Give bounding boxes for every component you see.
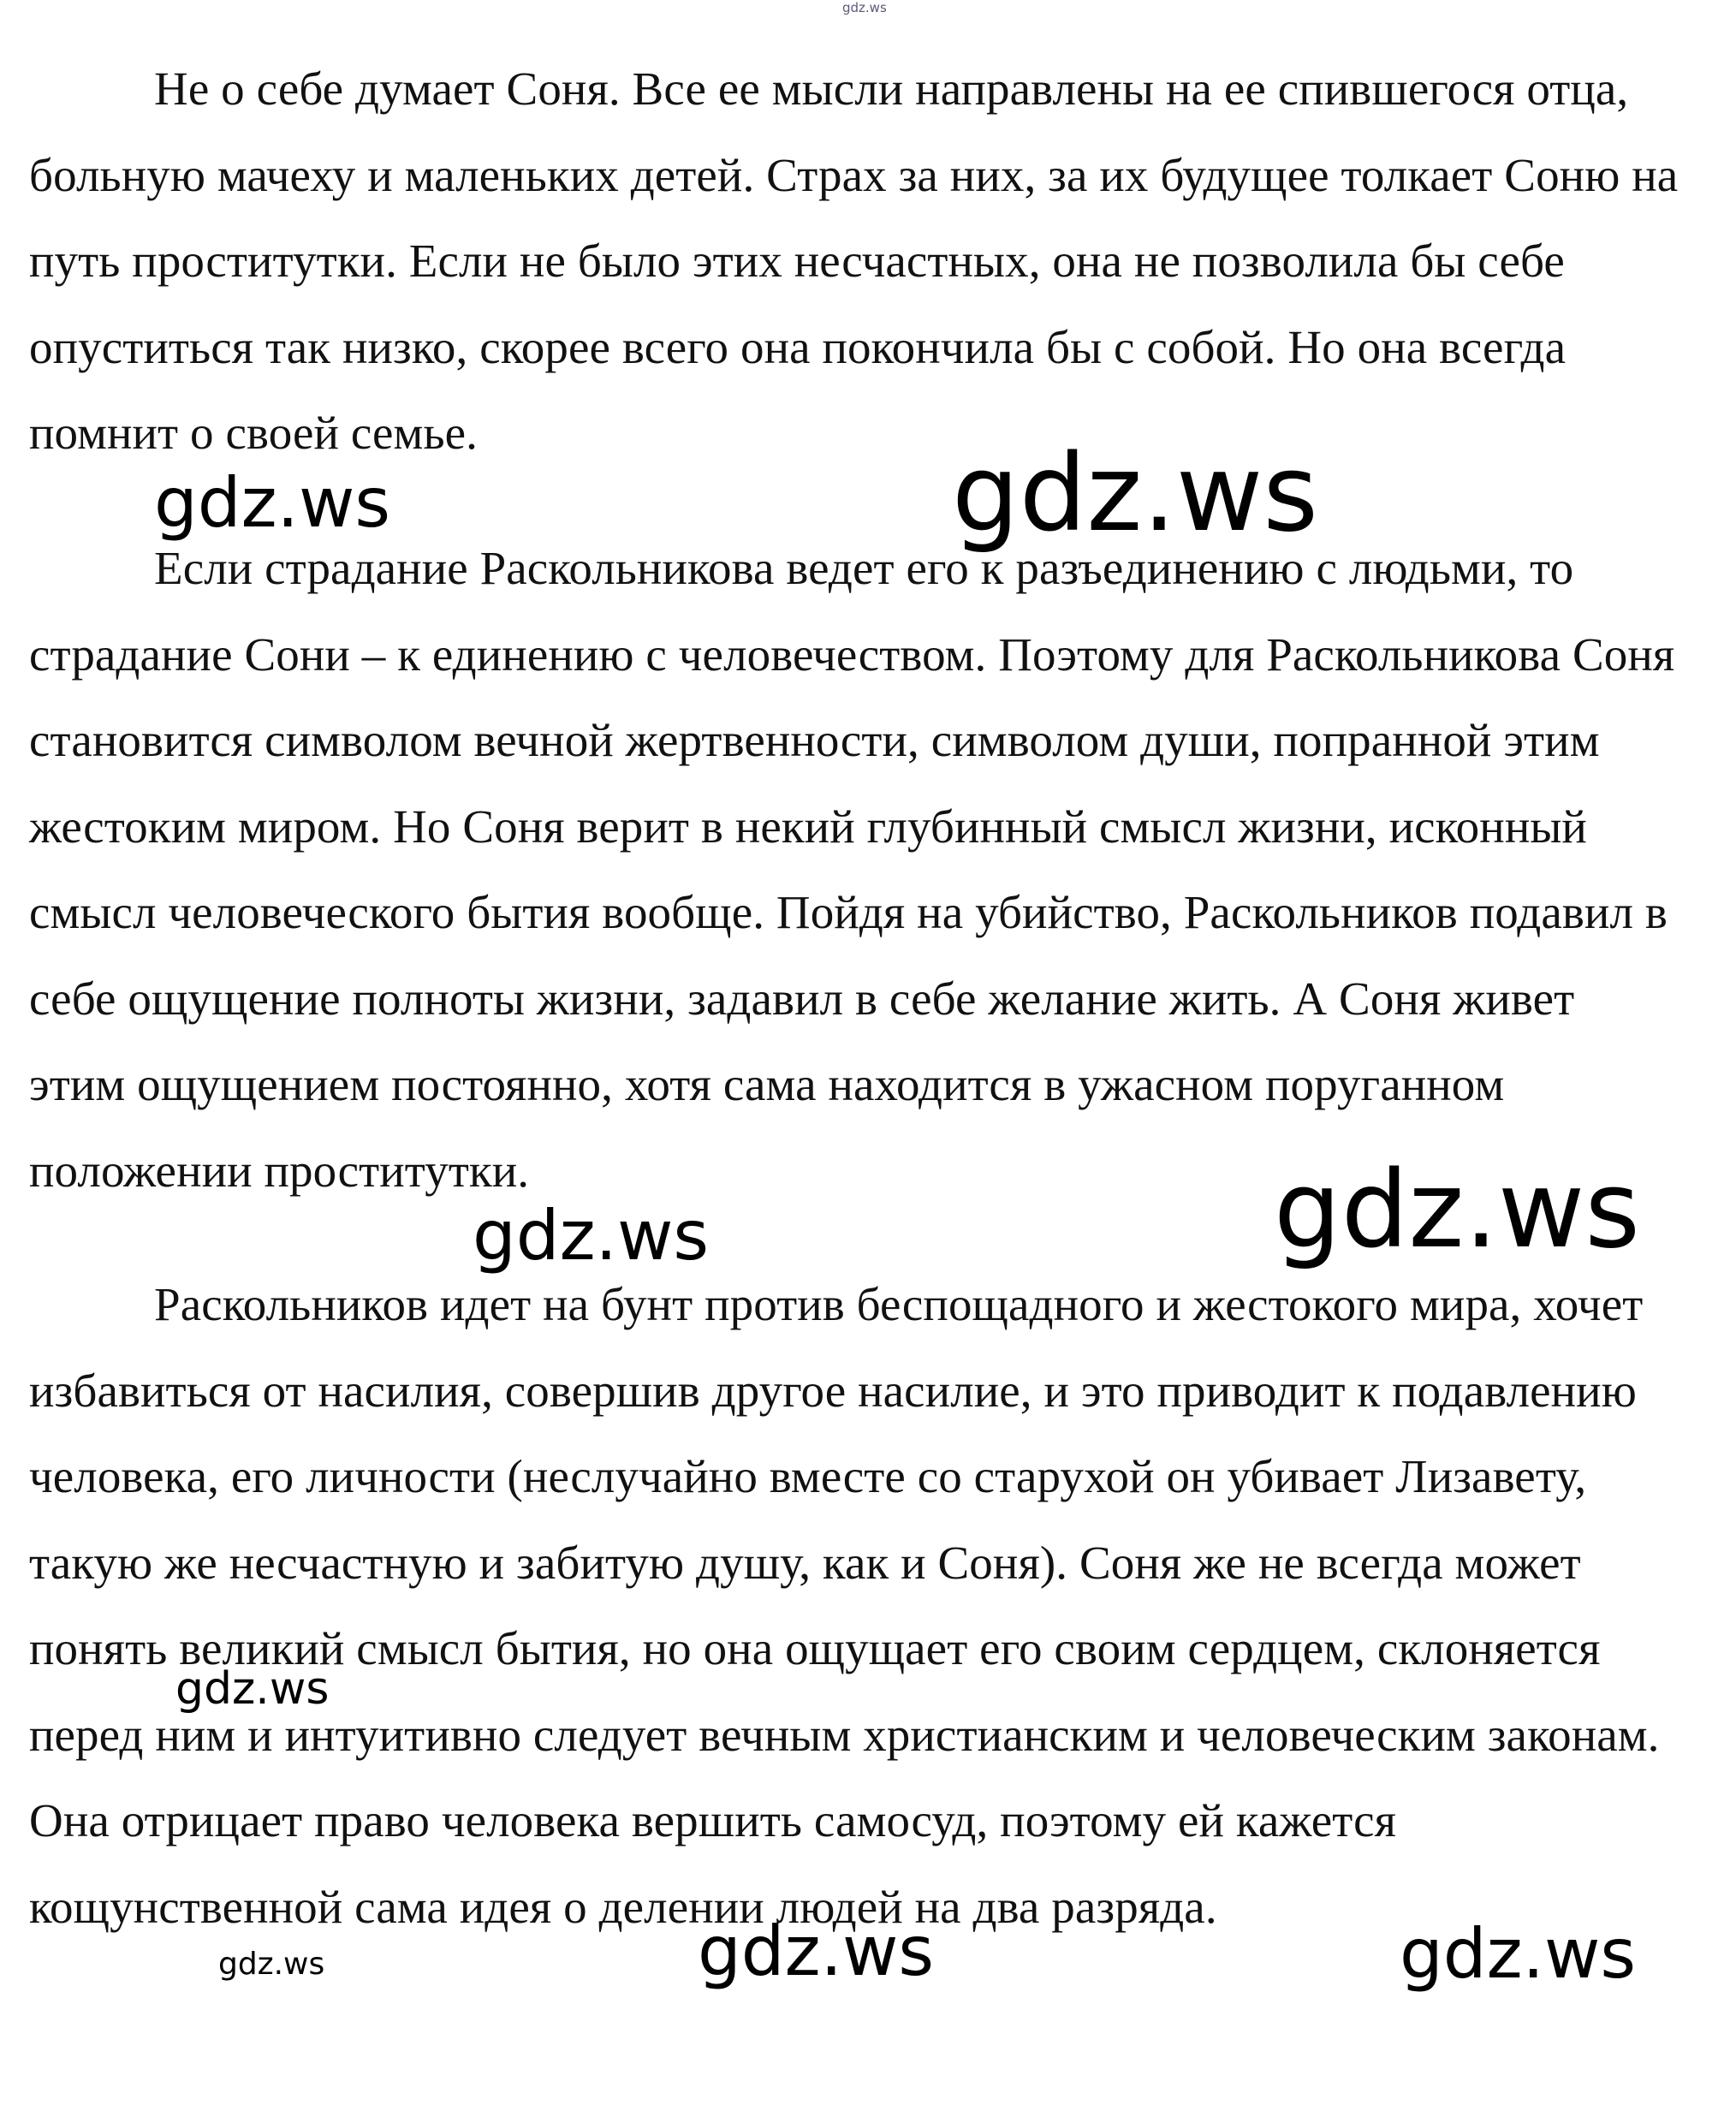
watermark: gdz.ws [1400,1914,1637,1994]
watermark: gdz.ws [473,1196,710,1275]
watermark-top: gdz.ws [842,0,887,15]
paragraph-1: Не о себе думает Соня. Все ее мысли направлены на ее спившегося отца, больную мачеху и маленьких детей. Страх за них, за их будущее толкает Соню на путь проститутки. Если не было этих несчастных, она не позволила бы себе опуститься так низко, скорее всего она покончила бы с собой. Но она всегда помнит о своей семье. [29,62,1679,459]
watermark: gdz.ws [952,432,1318,556]
watermark: gdz.ws [698,1912,935,1991]
paragraph-2: Если страдание Раскольникова ведет его к разъединению с людьми, то страдание Сони – к единению с человечеством. Поэтому для Раскольникова Соня становится символом вечной жертвенности, символом души, попранной этим жестоким миром. Но Соня верит в некий глубинный смысл жизни, исконный смысл человеческого бытия вообще. Пойдя на убийство, Раскольников подавил в себе ощущение полноты жизни, задавил в себе желание жить. А Соня живет этим ощущением постоянно, хотя сама находится в ужасном поруганном положении проститутки. [29,542,1675,1197]
watermark: gdz.ws [218,1947,325,1982]
watermark: gdz.ws [1274,1149,1640,1272]
paragraph-3: Раскольников идет на бунт против беспощадного и жестокого мира, хочет избавиться от насилия, совершив другое насилие, и это приводит к подавлению человека, его личности (неслучайно вместе со старухой он убивает Лизавету, такую же несчастную и забитую душу, как и Соня). Соня же не всегда может понять великий смысл бытия, но она ощущает его своим сердцем, склоняется перед ним и интуитивно следует вечным христианским и человеческим законам. Она отрицает право человека вершить самосуд, поэтому ей кажется кощунственной сама идея о делении людей на два разряда. [29,1278,1660,1933]
watermark: gdz.ws [154,463,391,543]
watermark: gdz.ws [175,1663,330,1715]
